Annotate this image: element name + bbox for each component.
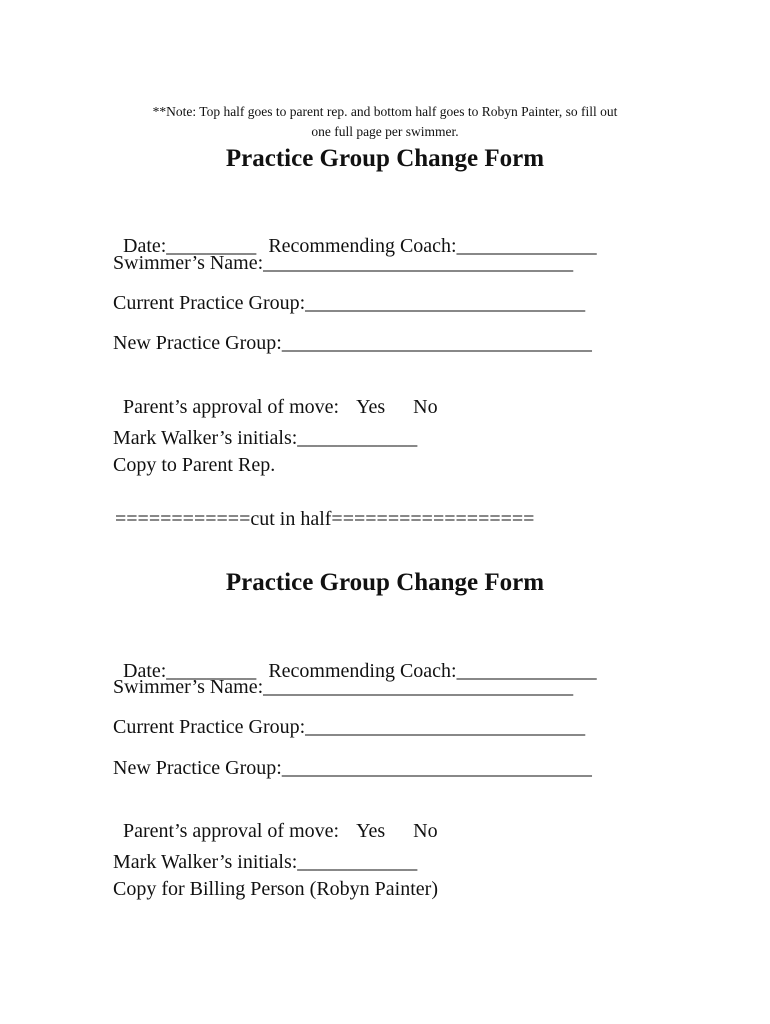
initials-field-top[interactable]: Mark Walker’s initials:____________ (113, 427, 418, 449)
current-group-field-bottom[interactable]: Current Practice Group:____________________________ (113, 716, 586, 738)
swimmer-name-field-bottom[interactable]: Swimmer’s Name:_______________________________ (113, 676, 574, 698)
copy-for-bottom: Copy for Billing Person (Robyn Painter) (113, 878, 438, 900)
approval-yes-bottom[interactable]: Yes (356, 820, 386, 842)
swimmer-name-field-top[interactable]: Swimmer’s Name:_______________________________ (113, 252, 574, 274)
approval-row-bottom (113, 795, 438, 843)
current-group-field-top[interactable]: Current Practice Group:____________________________ (113, 292, 586, 314)
initials-field-bottom[interactable]: Mark Walker’s initials:____________ (113, 851, 418, 873)
approval-label-bottom: Parent’s approval of move: (123, 820, 340, 842)
form-title-bottom: Practice Group Change Form (225, 569, 545, 596)
note-line-2: one full page per swimmer. (311, 124, 459, 139)
new-group-field-top[interactable]: New Practice Group:_______________________________ (113, 332, 592, 354)
approval-label-top: Parent’s approval of move: (123, 396, 340, 418)
approval-no-top[interactable]: No (413, 396, 438, 418)
approval-row-top (113, 371, 438, 419)
coach-field-top[interactable]: Recommending Coach:______________ (268, 235, 597, 257)
note-line-1: **Note: Top half goes to parent rep. and bottom half goes to Robyn Painter, so fill out (152, 104, 618, 119)
date-field-top[interactable]: Date:_________ (123, 235, 257, 257)
date-field-bottom[interactable]: Date:_________ (123, 660, 257, 682)
new-group-field-bottom[interactable]: New Practice Group:_______________________________ (113, 757, 592, 779)
form-title-top: Practice Group Change Form (225, 145, 545, 172)
copy-to-top: Copy to Parent Rep. (113, 454, 276, 476)
approval-yes-top[interactable]: Yes (356, 396, 386, 418)
approval-no-bottom[interactable]: No (413, 820, 438, 842)
coach-field-bottom[interactable]: Recommending Coach:______________ (268, 660, 597, 682)
cut-line: ============cut in half================== (115, 508, 535, 530)
